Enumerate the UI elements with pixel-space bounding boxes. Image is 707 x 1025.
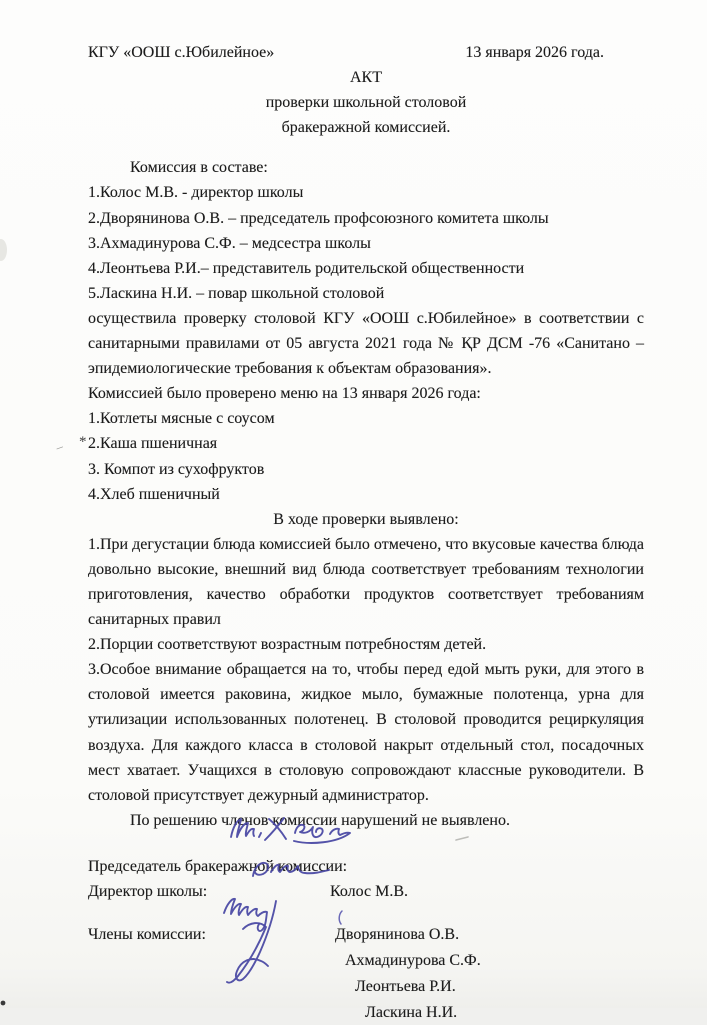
menu-item: 1.Котлеты мясные с соусом [88,410,275,428]
menu-item-text: 2.Каша пшеничная [88,435,218,453]
member-name: Дворянинова О.В. [335,926,460,944]
menu-item [53,431,644,456]
signatures-section [88,854,644,1025]
member-name: Ласкина Н.И. [365,1004,458,1022]
document-date: 13 января 2026 года. [465,44,604,61]
commission-member: 1.Колос М.В. - директор школы [88,184,304,202]
document-subtitle-1: проверки школьной столовой [265,94,467,112]
inspection-intro-paragraph: осуществила проверку столовой КГУ «ООШ с.Юбилейное» в соответствии с санитарными правилами от 05 августа 2021 года № ҚР ДСМ -76 «Санитано – эпидемиологические требования к объектам образования». [88,309,644,378]
member-signature-row [88,922,644,947]
commission-member: 3.Ахмадинурова С.Ф. – медсестра школы [88,234,371,252]
menu-item: 3. Компот из сухофруктов [88,460,265,478]
member-signature-row [88,1000,644,1025]
document-title: АКТ [350,69,382,87]
finding-paragraph: 3.Особое внимание обращается на то, чтобы перед едой мыть руки, для этого в столовой имеется раковина, жидкое мыло, бумажные полотенца, урна для утилизации использованных полотенец. В столовой проводится рециркуляция воздуха. Для каждого класса в столовой накрыт отдельный стол, посадочных мест хватает. Учащихся в столовую сопровождают классные руководители. В столовой присутствует дежурный администратор. [88,661,644,804]
member-signature-row [88,948,644,973]
commission-heading: Комиссия в составе: [130,159,268,177]
director-signature-row [88,879,644,904]
scan-smudge [0,239,7,261]
director-label: Директор школы: [88,883,208,900]
findings-heading: В ходе проверки выявлено: [273,510,459,528]
document-header [88,40,644,65]
member-signature-row [88,974,644,999]
chair-heading: Председатель бракеражной комиссии: [88,857,348,875]
document-subtitle-2: бракеражной комиссией. [281,119,451,137]
document-content [53,40,644,1025]
pen-mark-dash: – [53,438,65,456]
director-name: Колос М.В. [330,883,409,900]
scan-speck [1,1001,6,1006]
menu-item: 4.Хлеб пшеничный [88,485,220,503]
pen-mark-star: * [79,434,87,451]
finding-paragraph: 1.При дегустации блюда комиссией было отмечено, что вкусовые качества блюда довольно высокие, внешний вид блюда соответствует требованиям технологии приготовления, качество обработки продуктов соответствует требованиям санитарных правил [88,535,644,629]
organization-name: КГУ «ООШ с.Юбилейное» [88,44,275,61]
commission-member: 2.Дворянинова О.В. – председатель профсоюзного комитета школы [88,209,549,227]
commission-member: 5.Ласкина Н.И. – повар школьной столовой [88,284,385,302]
finding-paragraph: 2.Порции соответствуют возрастным потребностям детей. [88,636,487,654]
commission-member: 4.Леонтьева Р.И.– представитель родительской общественности [88,259,525,277]
conclusion-line: По решению членов комиссии нарушений не выявлено. [130,811,510,829]
members-label: Члены комиссии: [88,926,206,944]
menu-heading: Комиссией было проверено меню на 13 января 2026 года: [88,385,481,403]
member-name: Ахмадинурова С.Ф. [345,952,481,970]
member-name: Леонтьева Р.И. [355,978,456,996]
